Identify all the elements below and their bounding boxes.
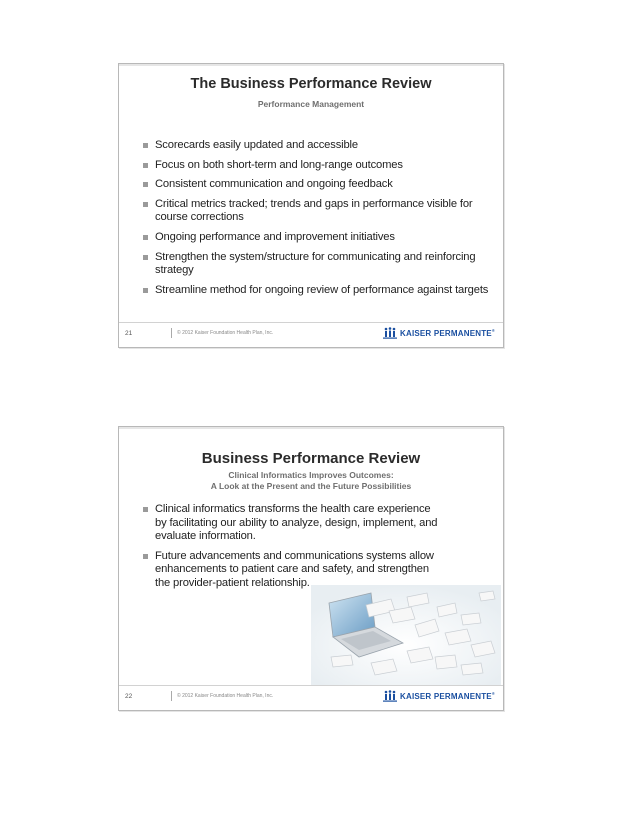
bullet-item: Ongoing performance and improvement initiatives (143, 231, 493, 245)
bullet-item: Critical metrics tracked; trends and gaps in performance visible for course corrections (143, 198, 493, 225)
page-number: 22 (125, 693, 133, 700)
bullet-item: Strengthen the system/structure for communicating and reinforcing strategy (143, 251, 493, 278)
bullet-square-icon (143, 202, 148, 207)
bullet-square-icon (143, 182, 148, 187)
bullet-item: Future advancements and communications systems allow enhancements to patient care and safety, and strengthen the provider-patient relationship. (143, 550, 443, 591)
copyright-text: © 2012 Kaiser Foundation Health Plan, Inc. (177, 330, 274, 336)
slide-subtitle-line-1: Clinical Informatics Improves Outcomes: (228, 470, 394, 480)
bullet-item: Streamline method for ongoing review of performance against targets (143, 284, 493, 298)
bullet-square-icon (143, 507, 148, 512)
bullet-list (143, 139, 493, 297)
bullet-square-icon (143, 554, 148, 559)
registered-mark: ® (491, 328, 495, 334)
brand-name: KAISER PERMANENTE (399, 691, 492, 701)
bullet-square-icon (143, 288, 148, 293)
slide-21 (118, 63, 504, 348)
brand-name: KAISER PERMANENTE (399, 328, 492, 338)
slide-title: Business Performance Review (201, 450, 421, 467)
kaiser-permanente-logo-icon (383, 690, 397, 702)
laptop-papers-illustration (311, 585, 501, 685)
bullet-list (143, 503, 443, 591)
bullet-item: Consistent communication and ongoing feedback (143, 178, 493, 192)
bullet-item: Focus on both short-term and long-range outcomes (143, 159, 493, 173)
slide-top-line (119, 64, 503, 66)
slide-top-line (119, 427, 503, 429)
footer-divider (171, 328, 172, 338)
copyright-text: © 2012 Kaiser Foundation Health Plan, Inc. (177, 693, 274, 699)
kaiser-permanente-logo-icon (383, 327, 397, 339)
bullet-square-icon (143, 255, 148, 260)
bullet-item: Clinical informatics transforms the health care experience by facilitating our ability to analyze, design, implement, and evaluate information. (143, 503, 443, 544)
brand-logo (383, 327, 495, 339)
bullet-item: Scorecards easily updated and accessible (143, 139, 493, 153)
slide-footer (119, 685, 503, 710)
page-number: 21 (125, 330, 133, 337)
registered-mark: ® (491, 691, 495, 697)
slide-title: The Business Performance Review (190, 76, 432, 92)
bullet-square-icon (143, 163, 148, 168)
slide-subtitle: Performance Management (257, 99, 365, 109)
brand-logo (383, 690, 495, 702)
slide-footer (119, 322, 503, 347)
slide-subtitle-line-2: A Look at the Present and the Future Possibilities (210, 481, 412, 491)
slide-22 (118, 426, 504, 711)
bullet-square-icon (143, 143, 148, 148)
bullet-square-icon (143, 235, 148, 240)
footer-divider (171, 691, 172, 701)
